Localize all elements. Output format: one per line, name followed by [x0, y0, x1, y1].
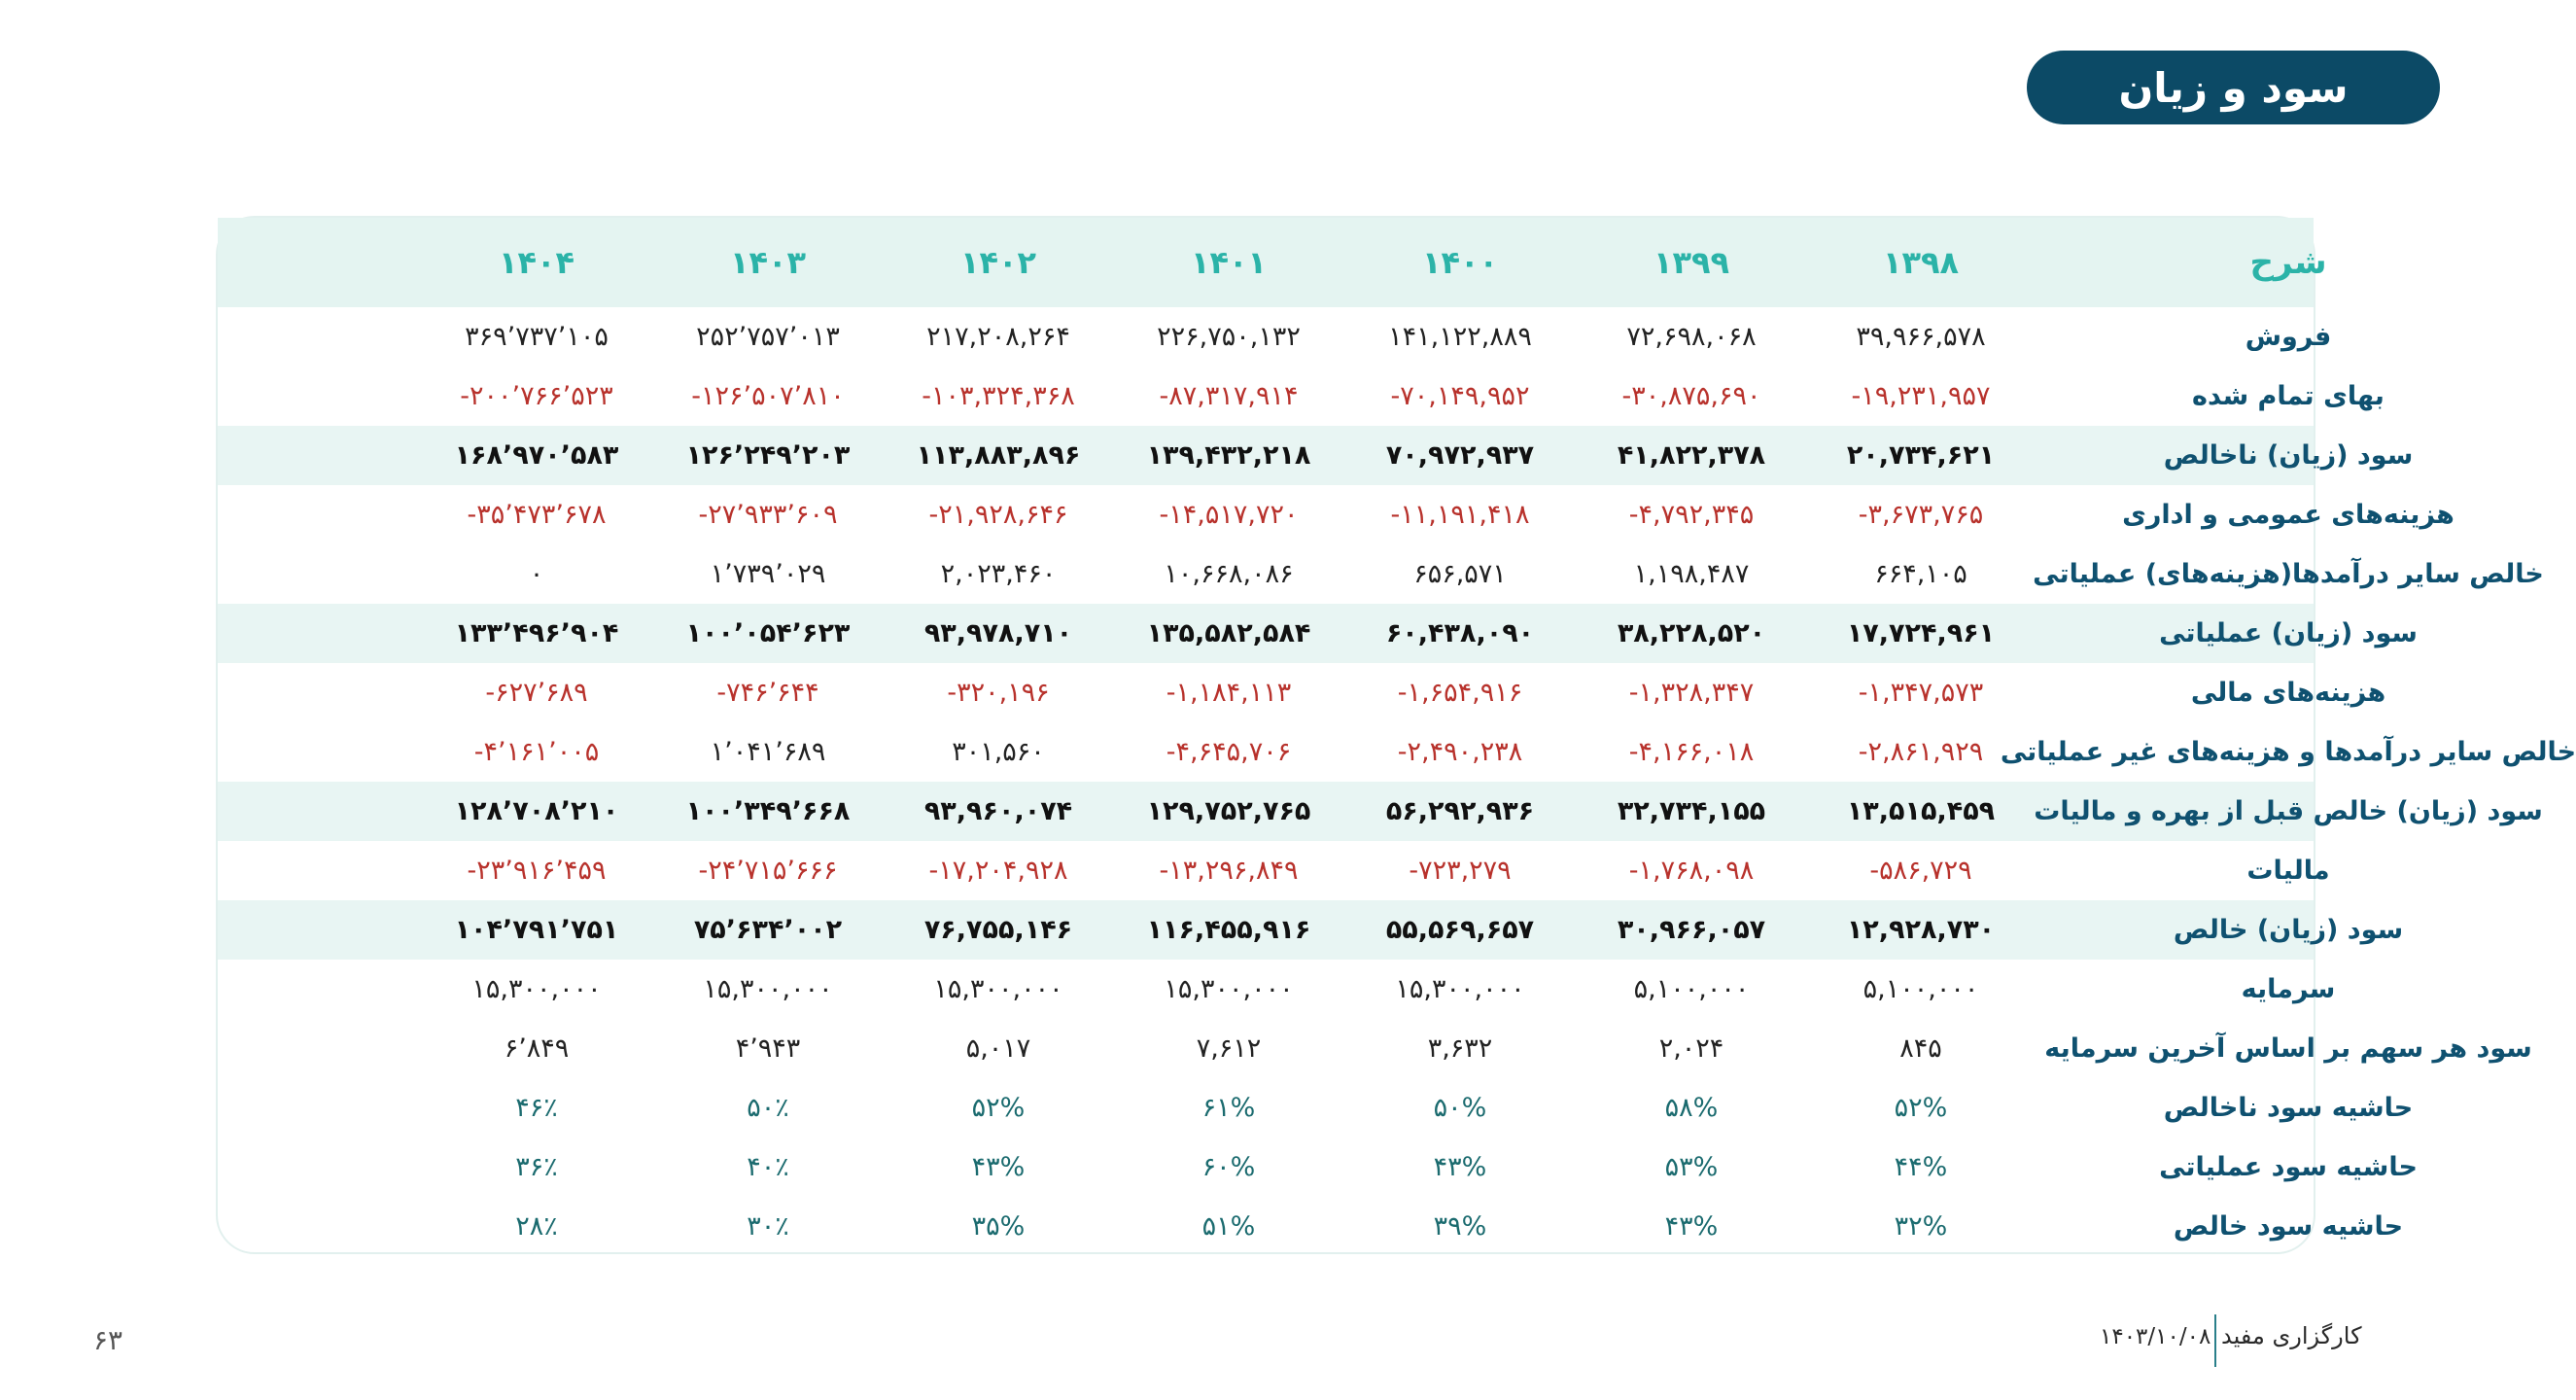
row-value: ۳۲% [1894, 1211, 1948, 1242]
header-year: ۱۴۰۴ [498, 244, 575, 281]
row-value: ۱۳,۵۱۵,۴۵۹ [1846, 796, 1996, 826]
row-value: ۵۵,۵۶۹,۶۵۷ [1385, 915, 1535, 945]
row-value: ۱۵,۳۰۰,۰۰۰ [1395, 974, 1525, 1004]
row-value: ۱۰۰’۳۴۹’۶۶۸ [685, 796, 851, 826]
row-value: ۲۲۶,۷۵۰,۱۳۲ [1157, 322, 1301, 352]
row-label: فروش [2245, 322, 2332, 352]
footer-date: ۱۴۰۳/۱۰/۰۸ [2100, 1324, 2211, 1349]
row-value: -۲۳’۹۱۶’۴۵۹ [467, 856, 607, 886]
row-label: حاشیه سود عملیاتی [2159, 1152, 2418, 1182]
row-value: ۵۲% [1894, 1093, 1948, 1123]
row-value: ۵۳% [1664, 1152, 1719, 1182]
row-value: ۴۳% [971, 1152, 1026, 1182]
row-value: ۱,۱۹۸,۴۸۷ [1633, 559, 1750, 589]
row-value: ۳۶٪ [515, 1152, 558, 1182]
row-value: -۱,۳۲۸,۳۴۷ [1628, 678, 1755, 708]
row-value: -۴’۱۶۱’۰۰۵ [473, 737, 600, 767]
row-value: ۳۸,۲۲۸,۵۲۰ [1617, 618, 1766, 648]
row-value: ۰ [529, 559, 544, 589]
row-label: مالیات [2246, 856, 2330, 886]
row-value: ۳۰۱,۵۶۰ [952, 737, 1045, 767]
row-value: -۱,۳۴۷,۵۷۳ [1858, 678, 1984, 708]
table-row [218, 485, 2454, 544]
row-value: ۱۵,۳۰۰,۰۰۰ [933, 974, 1063, 1004]
table-row [218, 663, 2386, 722]
row-value: ۶۰% [1201, 1152, 1256, 1182]
row-value: -۲,۴۹۰,۲۳۸ [1397, 737, 1523, 767]
row-value: -۴,۶۴۵,۷۰۶ [1166, 737, 1292, 767]
row-value: ۴۶٪ [515, 1093, 558, 1123]
row-value: -۳۵’۴۷۳’۶۷۸ [467, 500, 607, 530]
header-desc: شرح [2249, 243, 2327, 282]
row-value: ۱۵,۳۰۰,۰۰۰ [703, 974, 833, 1004]
row-value: ۳۵% [971, 1211, 1026, 1242]
page-title: سود و زیان [2027, 51, 2440, 124]
row-value: ۱’۷۳۹’۰۲۹ [710, 559, 826, 589]
row-label: هزینه‌های مالی [2190, 678, 2386, 708]
row-value: -۱,۱۸۴,۱۱۳ [1166, 678, 1292, 708]
header-year: ۱۴۰۳ [729, 244, 807, 281]
row-label: حاشیه سود خالص [2173, 1211, 2404, 1242]
row-value: -۱,۶۵۴,۹۱۶ [1397, 678, 1523, 708]
row-label: سود هر سهم بر اساس آخرین سرمایه [2044, 1033, 2532, 1064]
row-value: ۱۰۰’۰۵۴’۶۲۳ [685, 618, 851, 648]
row-value: -۷۲۳,۲۷۹ [1409, 856, 1512, 886]
row-value: ۶۶۴,۱۰۵ [1874, 559, 1967, 589]
row-value: ۱۵,۳۰۰,۰۰۰ [1164, 974, 1294, 1004]
row-value: ۶۱% [1201, 1093, 1256, 1123]
row-value: ۷۵’۶۳۴’۰۰۲ [693, 915, 843, 945]
row-value: ۸۴۵ [1899, 1033, 1942, 1064]
header-year: ۱۳۹۹ [1653, 244, 1730, 281]
row-value: ۱۲,۹۲۸,۷۳۰ [1846, 915, 1996, 945]
table-row [218, 544, 2544, 604]
row-value: ۴۱,۸۲۲,۳۷۸ [1617, 440, 1766, 471]
row-value: ۷۶,۷۵۵,۱۴۶ [923, 915, 1073, 945]
row-value: -۱۴,۵۱۷,۷۲۰ [1159, 500, 1299, 530]
row-value: -۱۰۳,۳۲۴,۳۶۸ [922, 381, 1075, 411]
row-value: -۳,۶۷۳,۷۶۵ [1858, 500, 1984, 530]
row-value: -۵۸۶,۷۲۹ [1869, 856, 1972, 886]
row-label: سود (زیان) عملیاتی [2159, 618, 2418, 648]
row-value: -۳۲۰,۱۹۶ [947, 678, 1050, 708]
row-label: حاشیه سود ناخالص [2163, 1093, 2414, 1123]
row-value: ۵,۰۱۷ [965, 1033, 1031, 1064]
table-row [218, 426, 2414, 485]
row-value: ۹۳,۹۶۰,۰۷۴ [923, 796, 1073, 826]
table-row [218, 367, 2385, 426]
row-value: ۷۰,۹۷۲,۹۳۷ [1385, 440, 1535, 471]
row-value: -۲۴’۷۱۵’۶۶۶ [698, 856, 838, 886]
row-value: ۴۰٪ [747, 1152, 789, 1182]
row-value: ۴۴% [1894, 1152, 1948, 1182]
row-value: ۴۳% [1664, 1211, 1719, 1242]
row-value: -۱۱,۱۹۱,۴۱۸ [1390, 500, 1530, 530]
row-value: -۶۲۷’۶۸۹ [485, 678, 588, 708]
row-value: ۱۱۳,۸۸۳,۸۹۶ [916, 440, 1081, 471]
row-value: ۱۲۸’۷۰۸’۲۱۰ [454, 796, 619, 826]
row-value: ۳۰,۹۶۶,۰۵۷ [1617, 915, 1766, 945]
row-value: ۵۶,۲۹۲,۹۳۶ [1385, 796, 1535, 826]
row-value: -۲,۸۶۱,۹۲۹ [1858, 737, 1984, 767]
header-year: ۱۴۰۱ [1190, 244, 1268, 281]
income-statement-table [216, 216, 2576, 1254]
row-value: ۲,۰۲۴ [1658, 1033, 1724, 1064]
row-value: ۷۲,۶۹۸,۰۶۸ [1626, 322, 1757, 352]
row-value: ۷,۶۱۲ [1196, 1033, 1262, 1064]
row-value: -۱,۷۶۸,۰۹۸ [1628, 856, 1755, 886]
table-row [218, 1078, 2414, 1138]
row-value: ۱۳۵,۵۸۲,۵۸۴ [1146, 618, 1311, 648]
row-value: ۹۳,۹۷۸,۷۱۰ [923, 618, 1073, 648]
row-value: ۲۰,۷۳۴,۶۲۱ [1846, 440, 1996, 471]
row-value: ۲۱۷,۲۰۸,۲۶۴ [926, 322, 1070, 352]
table-row [218, 960, 2336, 1019]
row-value: ۱۳۹,۴۳۲,۲۱۸ [1146, 440, 1311, 471]
row-value: ۵۸% [1664, 1093, 1719, 1123]
row-value: -۷۴۶’۶۴۴ [716, 678, 819, 708]
table-row [218, 841, 2330, 900]
row-value: ۵۱% [1201, 1211, 1256, 1242]
row-value: -۴,۷۹۲,۳۴۵ [1628, 500, 1755, 530]
table-row [218, 722, 2576, 782]
row-value: ۳۶۹’۷۳۷’۱۰۵ [465, 322, 609, 352]
table-row [218, 1138, 2418, 1197]
row-label: خالص سایر درآمدها(هزینه‌های) عملیاتی [2033, 559, 2544, 589]
row-value: ۵,۱۰۰,۰۰۰ [1862, 974, 1979, 1004]
row-value: ۴۳% [1433, 1152, 1487, 1182]
row-value: -۲۰۰’۷۶۶’۵۲۳ [460, 381, 613, 411]
row-value: ۱۲۶’۲۴۹’۲۰۳ [685, 440, 851, 471]
row-value: ۱۷,۷۲۴,۹۶۱ [1846, 618, 1996, 648]
row-value: ۱’۰۴۱’۶۸۹ [710, 737, 826, 767]
row-value: ۱۱۶,۴۵۵,۹۱۶ [1146, 915, 1311, 945]
row-label: سود (زیان) خالص [2173, 915, 2404, 945]
row-value: ۵۲% [971, 1093, 1026, 1123]
row-value: ۲۵۲’۷۵۷’۰۱۳ [696, 322, 840, 352]
row-label: سود (زیان) ناخالص [2163, 440, 2414, 471]
header-year: ۱۳۹۸ [1882, 244, 1960, 281]
row-label: بهای تمام شده [2192, 381, 2385, 411]
row-value: -۷۰,۱۴۹,۹۵۲ [1390, 381, 1530, 411]
table-header [218, 218, 2327, 307]
row-value: ۶۵۶,۵۷۱ [1413, 559, 1507, 589]
table-row [218, 782, 2543, 841]
row-value: ۱۰,۶۶۸,۰۸۶ [1164, 559, 1294, 589]
row-value: ۵,۱۰۰,۰۰۰ [1633, 974, 1750, 1004]
row-value: ۱۲۹,۷۵۲,۷۶۵ [1146, 796, 1311, 826]
row-label: سرمایه [2241, 974, 2336, 1004]
row-value: -۱۹,۲۳۱,۹۵۷ [1851, 381, 1991, 411]
row-value: ۵۰٪ [747, 1093, 789, 1123]
row-value: ۱۳۳’۴۹۶’۹۰۴ [454, 618, 619, 648]
footer-brand: کارگزاری مفید [2221, 1322, 2362, 1349]
row-value: -۱۲۶’۵۰۷’۸۱۰ [691, 381, 845, 411]
table-row [218, 307, 2332, 367]
row-value: ۳,۶۳۲ [1427, 1033, 1493, 1064]
row-value: ۶۰,۴۳۸,۰۹۰ [1385, 618, 1535, 648]
row-value: ۶’۸۴۹ [504, 1033, 570, 1064]
row-value: ۵۰% [1433, 1093, 1487, 1123]
row-value: ۴’۹۴۳ [735, 1033, 801, 1064]
header-year: ۱۴۰۲ [959, 244, 1037, 281]
row-value: ۳۹,۹۶۶,۵۷۸ [1856, 322, 1986, 352]
table-row [218, 1019, 2532, 1078]
row-value: -۲۷’۹۳۳’۶۰۹ [698, 500, 838, 530]
row-value: -۳۰,۸۷۵,۶۹۰ [1621, 381, 1761, 411]
row-value: -۲۱,۹۲۸,۶۴۶ [928, 500, 1068, 530]
footer-divider [2214, 1314, 2216, 1367]
row-value: ۱۵,۳۰۰,۰۰۰ [471, 974, 602, 1004]
row-value: -۴,۱۶۶,۰۱۸ [1628, 737, 1755, 767]
row-value: ۱۶۸’۹۷۰’۵۸۳ [454, 440, 619, 471]
row-value: -۱۳,۲۹۶,۸۴۹ [1159, 856, 1299, 886]
row-value: ۲,۰۲۳,۴۶۰ [940, 559, 1057, 589]
page-number: ۶۳ [93, 1324, 123, 1356]
header-year: ۱۴۰۰ [1421, 244, 1499, 281]
row-value: ۳۰٪ [747, 1211, 789, 1242]
row-label: هزینه‌های عمومی و اداری [2122, 500, 2454, 530]
row-label: خالص سایر درآمدها و هزینه‌های غیر عملیاتی [2000, 737, 2576, 767]
row-value: ۱۴۱,۱۲۲,۸۸۹ [1388, 322, 1532, 352]
row-label: سود (زیان) خالص قبل از بهره و مالیات [2034, 796, 2543, 826]
table-row [218, 900, 2404, 960]
table-row [218, 604, 2418, 663]
row-value: ۲۸٪ [515, 1211, 558, 1242]
row-value: ۳۲,۷۳۴,۱۵۵ [1617, 796, 1766, 826]
row-value: ۳۹% [1433, 1211, 1487, 1242]
row-value: -۸۷,۳۱۷,۹۱۴ [1159, 381, 1299, 411]
table-row [218, 1197, 2404, 1256]
row-value: -۱۷,۲۰۴,۹۲۸ [928, 856, 1068, 886]
row-value: ۱۰۴’۷۹۱’۷۵۱ [454, 915, 619, 945]
